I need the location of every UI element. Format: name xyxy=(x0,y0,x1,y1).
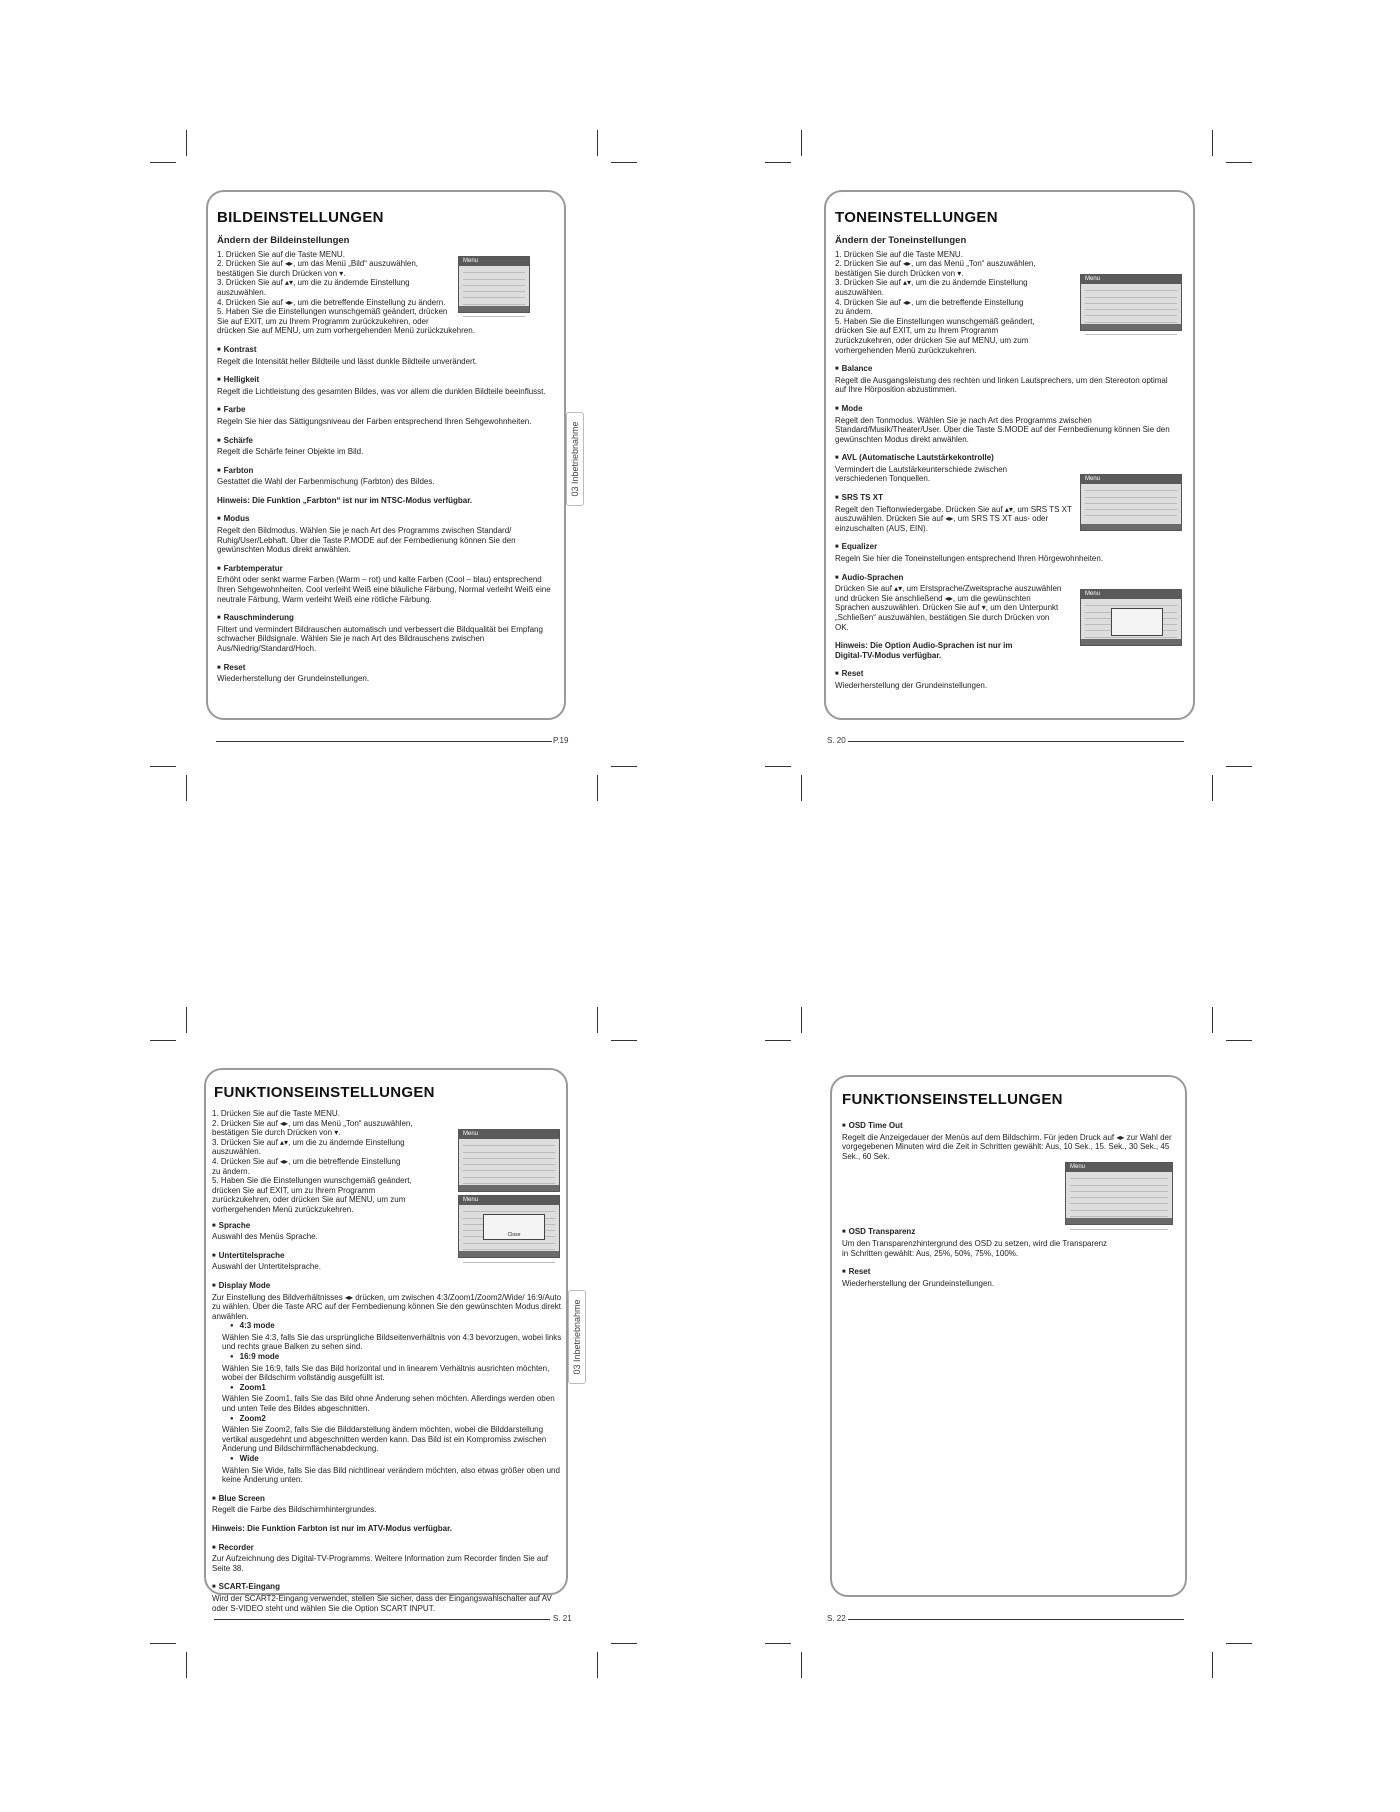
section-heading: ■ Farbe xyxy=(217,405,562,417)
osd-title: Menu xyxy=(459,1196,559,1205)
step: 3. Drücken Sie auf ▴▾, um die zu ändernde Einstellung xyxy=(217,278,410,288)
step: bestätigen Sie durch Drücken von ▾. xyxy=(835,268,964,278)
section-text: Wiederherstellung der Grundeinstellungen. xyxy=(217,674,370,684)
step: 1. Drücken Sie auf die Taste MENU. xyxy=(217,249,345,259)
step: drücken Sie auf MENU, um zum vorhergehenden Menü zurückzukehren. xyxy=(217,326,475,336)
note: Hinweis: Die Funktion Farbton ist nur im ATV-Modus verfügbar. xyxy=(212,1523,453,1533)
page-20 xyxy=(824,190,1195,720)
page-19 xyxy=(206,190,566,720)
section-text: Regelt die Farbe des Bildschirmhintergrundes. xyxy=(212,1505,377,1515)
section-text: Regelt die Lichtleistung des gesamten Bildes, was vor allem die dunklen Bildteile beeinflusst. xyxy=(217,386,546,396)
section-heading: ■ Farbtemperatur xyxy=(217,564,562,576)
bullet-text: Wählen Sie Wide, falls Sie das Bild nichtlinear verändern möchten, also etwas größer oben und keine Änderung unten. xyxy=(222,1465,560,1485)
section-heading: ■ Equalizer xyxy=(835,542,1180,554)
osd-title: Menu xyxy=(1081,475,1181,484)
osd-menu-screenshot xyxy=(1080,274,1182,331)
section-text: Regelt den Tieftonwiedergabe. Drücken Sie auf ▴▾, um SRS TS XT auszuwählen. Drücken Sie auf ◂▸, um SRS TS XT aus- oder einzuschalten (AUS, EIN). xyxy=(835,504,1072,533)
step: zu ändern. xyxy=(212,1166,250,1176)
section-text: Auswahl des Menüs Sprache. xyxy=(212,1232,318,1242)
section-text: Wird der SCART2-Eingang verwendet, stellen Sie sicher, dass der Eingangswahlschalter auf AV oder S-VIDEO steht und wählen Sie die Option SCART INPUT. xyxy=(212,1593,552,1613)
step: 1. Drücken Sie auf die Taste MENU. xyxy=(212,1109,340,1118)
step: bestätigen Sie durch Drücken von ▾. xyxy=(212,1128,341,1138)
section-heading: ■ SCART-Eingang xyxy=(212,1582,562,1594)
section-text: Vermindert die Lautstärkeunterschiede zwischen verschiedenen Tonquellen. xyxy=(835,464,1008,484)
section-heading: ■ Modus xyxy=(217,514,562,526)
page-title: FUNKTIONSEINSTELLUNGEN xyxy=(842,1091,1063,1108)
side-tab-label: 03 Inbetriebnahme xyxy=(570,421,580,497)
side-tab xyxy=(568,1290,586,1384)
side-tab-label: 03 Inbetriebnahme xyxy=(572,1299,582,1375)
osd-equalizer-screenshot xyxy=(1080,474,1182,531)
osd-menu-screenshot xyxy=(458,256,530,313)
page-title: FUNKTIONSEINSTELLUNGEN xyxy=(214,1084,435,1101)
step: 5. Haben Sie die Einstellungen wunschgemäß geändert, xyxy=(212,1176,412,1186)
section-heading: ■ Helligkeit xyxy=(217,375,562,387)
section-heading: ■ Display Mode xyxy=(212,1281,562,1293)
osd-popup-close: Close xyxy=(483,1214,545,1240)
section-heading: ■ Kontrast xyxy=(217,345,562,357)
section-text: Regelt die Schärfe feiner Objekte im Bild. xyxy=(217,447,364,457)
step: vorhergehenden Menü zurückzukehren. xyxy=(212,1204,354,1214)
footer-line xyxy=(216,741,552,742)
bullet-text: Wählen Sie 4:3, falls Sie das ursprüngliche Bildseitenverhältnis von 4:3 bevorzugen, wobei links und rechts graue Balken zu sehen sind. xyxy=(222,1332,562,1352)
footer-line xyxy=(214,1619,550,1620)
bullet-heading: ● 4:3 mode xyxy=(222,1321,562,1333)
section-text: Zur Aufzeichnung des Digital-TV-Programms. Weitere Information zum Recorder finden Sie auf Seite 38. xyxy=(212,1554,548,1573)
section-heading: ■ Reset xyxy=(217,663,562,675)
steps-list xyxy=(217,249,475,336)
section-heading: ■ AVL (Automatische Lautstärkekontrolle) xyxy=(835,453,1035,465)
osd-audio-language-screenshot xyxy=(1080,589,1182,646)
page-title: BILDEINSTELLUNGEN xyxy=(217,209,384,226)
section-text: Regelt den Bildmodus. Wählen Sie je nach Art des Programms zwischen Standard/ Ruhig/User/Lebhaft. Über die Taste P.MODE auf der Fernbedienung können Sie den gewünschten Modus direkt anwählen. xyxy=(217,526,516,555)
osd-menu-screenshot xyxy=(458,1129,560,1192)
steps-list xyxy=(212,1109,452,1215)
section-text: Drücken Sie auf ▴▾, um Erstsprache/Zweitsprache auszuwählen und drücken Sie anschließend ◂▸, um die gewünschten Sprachen auszuwählen. Drücken Sie auf ▾, um den Unterpunkt „Schließen“ auszuwählen, bestätigen Sie durch Drücken von OK. xyxy=(835,584,1062,632)
step: 3. Drücken Sie auf ▴▾, um die zu ändernde Einstellung xyxy=(835,278,1028,288)
page-subtitle: Ändern der Toneinstellungen xyxy=(835,235,967,246)
step: auszuwählen. xyxy=(212,1147,261,1157)
step: auszuwählen. xyxy=(217,287,266,297)
step: 4. Drücken Sie auf ◂▸, um die betreffende Einstellung xyxy=(212,1156,401,1166)
section-heading: ■ Schärfe xyxy=(217,436,562,448)
display-mode-list xyxy=(212,1321,562,1485)
section-text: Auswahl der Untertitelsprache. xyxy=(212,1262,321,1272)
section-heading: ■ OSD Transparenz xyxy=(842,1227,1112,1239)
osd-title: Menu xyxy=(459,257,529,266)
osd-title: Menu xyxy=(459,1130,559,1139)
page-number: S. 20 xyxy=(827,736,846,745)
bullet-text: Wählen Sie Zoom1, falls Sie das Bild ohne Änderung sehen möchten. Allerdings werden oben und unten Teile des Bildes abgeschnitten. xyxy=(222,1394,555,1414)
section-text: Regelt die Ausgangsleistung des rechten und linken Lautsprechers, um den Stereoton optimal auf Ihre Hörposition abzustimmen. xyxy=(835,375,1168,395)
osd-title: Menu xyxy=(1081,275,1181,284)
step: bestätigen Sie durch Drücken von ▾. xyxy=(217,268,346,278)
section-heading: ■ Reset xyxy=(842,1267,1172,1279)
section-text: Wiederherstellung der Grundeinstellungen. xyxy=(842,1278,995,1288)
step: 2. Drücken Sie auf ◂▸, um das Menü „Bild“ auszuwählen, xyxy=(217,259,419,269)
osd-language-popup-screenshot xyxy=(458,1195,560,1258)
step: drücken Sie auf EXIT, um zu Ihrem Programm xyxy=(835,326,999,336)
section-heading: ■ Reset xyxy=(835,669,1180,681)
step: auszuwählen. xyxy=(835,287,884,297)
osd-menu-screenshot xyxy=(1065,1162,1173,1225)
section-text: Erhöht oder senkt warme Farben (Warm – rot) und kalte Farben (Cool – blau) entsprechend Ihren Sehgewohnheiten. Cool verleiht Weiß eine bläuliche Färbung, Normal verleiht Weiß eine neutrale Färbung, Warm verleiht Weiß eine rötliche Färbung. xyxy=(217,575,551,604)
section-text: Regelt den Tonmodus. Wählen Sie je nach Art des Programms zwischen Standard/Musik/Theater/User. Über die Taste S.MODE auf der Fernbedienung können Sie den gewünschten Modus direkt anwählen. xyxy=(835,415,1170,444)
step: 5. Haben Sie die Einstellungen wunschgemäß geändert, xyxy=(835,316,1035,326)
step: 5. Haben Sie die Einstellungen wunschgemäß geändert, drücken xyxy=(217,307,448,317)
section-text: Regelt die Anzeigedauer der Menüs auf dem Bildschirm. Für jeden Druck auf ◂▸ zur Wahl der vorgegebenen Minuten wird die Zeit in Schritten gewählt: Aus, 10 Sek., 15. Sek., 30 Sek., 45 Sek., 60 Sek. xyxy=(842,1132,1172,1161)
page-21 xyxy=(204,1068,568,1613)
page-title: TONEINSTELLUNGEN xyxy=(835,209,998,226)
section-heading: ■ Audio-Sprachen xyxy=(835,573,1065,585)
bullet-text: Wählen Sie 16:9, falls Sie das Bild horizontal und in linearem Verhältnis ausrichten möchten, wobei der Bildschirm vollständig ausgefüllt ist. xyxy=(222,1363,550,1383)
step: drücken Sie auf EXIT, um zu Ihrem Programm xyxy=(212,1185,376,1195)
section-heading: ■ Recorder xyxy=(212,1543,562,1555)
page-22 xyxy=(830,1075,1187,1597)
note: Hinweis: Die Funktion „Farbton“ ist nur im NTSC-Modus verfügbar. xyxy=(217,495,473,505)
section-text: Zur Einstellung des Bildverhältnisses ◂▸ drücken, um zwischen 4:3/Zoom1/Zoom2/Wide/ 16:9/Auto zu wählen. Über die Taste ARC auf der Fernbedienung können Sie den gewünschten Modus direkt anwählen. xyxy=(212,1292,562,1321)
bullet-heading: ● Zoom1 xyxy=(222,1383,562,1395)
note: Hinweis: Die Option Audio-Sprachen ist nur im Digital-TV-Modus verfügbar. xyxy=(835,641,1013,660)
step: 4. Drücken Sie auf ◂▸, um die betreffende Einstellung zu ändern. xyxy=(217,297,446,307)
section-heading: ■ SRS TS XT xyxy=(835,493,1075,505)
footer-line xyxy=(848,1619,1184,1620)
step: Sie auf EXIT, um zu Ihrem Programm zurückzukehren, oder xyxy=(217,316,429,326)
osd-title: Menu xyxy=(1066,1163,1172,1172)
section-heading: ■ Mode xyxy=(835,404,1180,416)
bullet-heading: ● Wide xyxy=(222,1454,562,1466)
section-heading: ■ Balance xyxy=(835,364,1180,376)
page-number: S. 21 xyxy=(553,1614,572,1623)
osd-title: Menu xyxy=(1081,590,1181,599)
step: 1. Drücken Sie auf die Taste MENU. xyxy=(835,249,963,259)
step: 2. Drücken Sie auf ◂▸, um das Menü „Ton“ auszuwählen, xyxy=(835,259,1036,269)
section-heading: ■ Rauschminderung xyxy=(217,613,562,625)
step: zurückzukehren, oder drücken Sie auf MENU, um zum xyxy=(212,1195,406,1205)
section-heading: ■ Untertitelsprache xyxy=(212,1251,562,1263)
section-text: Wiederherstellung der Grundeinstellungen. xyxy=(835,680,988,690)
step: 4. Drücken Sie auf ◂▸, um die betreffende Einstellung xyxy=(835,297,1024,307)
step: zurückzukehren, oder drücken Sie auf MENU, um zum xyxy=(835,335,1029,345)
side-tab xyxy=(566,412,584,506)
section-heading: ■ Sprache xyxy=(212,1221,562,1233)
bullet-heading: ● Zoom2 xyxy=(222,1414,562,1426)
bullet-text: Wählen Sie Zoom2, falls Sie die Bilddarstellung ändern möchten, wobei die Bilddarstellung vertikal ausgedehnt und abgeschnitten werden kann. Das Bild ist ein Kompromiss zwischen Änderung und Bildschirmflächenabdeckung. xyxy=(222,1425,547,1454)
footer-line xyxy=(848,741,1184,742)
page-number: P.19 xyxy=(553,736,569,745)
page-subtitle: Ändern der Bildeinstellungen xyxy=(217,235,350,246)
steps-list xyxy=(835,250,1075,356)
section-heading: ■ Farbton xyxy=(217,466,562,478)
section-text: Filtert und vermindert Bildrauschen automatisch und verbessert die Bildqualität bei Empfang schwacher Bildsignale. Wählen Sie je nach Art des Bildrauschens zwischen Aus/Niedrig/Standard/Hoch. xyxy=(217,624,543,653)
section-heading: ■ Blue Screen xyxy=(212,1494,562,1506)
section-text: Regelt die Intensität heller Bildteile und lässt dunkle Bildteile unverändert. xyxy=(217,356,478,366)
section-text: Gestattet die Wahl der Farbenmischung (Farbton) des Bildes. xyxy=(217,477,435,487)
step: 2. Drücken Sie auf ◂▸, um das Menü „Ton“ auszuwählen, xyxy=(212,1118,413,1128)
section-text: Um den Transparenzhintergrund des OSD zu setzen, wird die Transparenz in Schritten gewählt: Aus, 25%, 50%, 75%, 100%. xyxy=(842,1238,1108,1258)
step: zu ändern. xyxy=(835,307,873,317)
section-text: Regeln Sie hier das Sättigungsniveau der Farben entsprechend Ihren Sehgewohnheiten. xyxy=(217,416,532,426)
section-heading: ■ OSD Time Out xyxy=(842,1121,1172,1133)
step: vorhergehenden Menü zurückzukehren. xyxy=(835,345,977,355)
page-number: S. 22 xyxy=(827,1614,846,1623)
bullet-heading: ● 16:9 mode xyxy=(222,1352,562,1364)
section-text: Regeln Sie hier die Toneinstellungen entsprechend Ihren Hörgewohnheiten. xyxy=(835,554,1104,564)
step: 3. Drücken Sie auf ▴▾, um die zu ändernde Einstellung xyxy=(212,1137,405,1147)
